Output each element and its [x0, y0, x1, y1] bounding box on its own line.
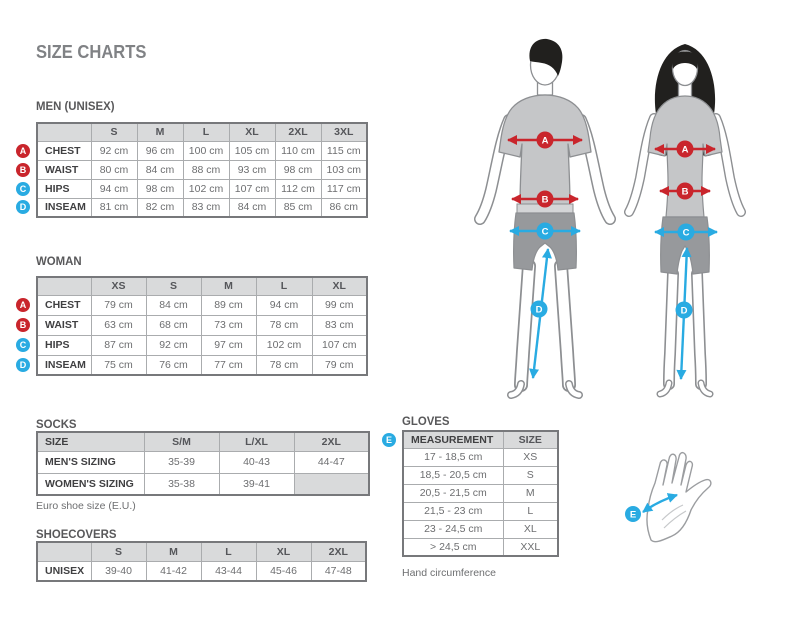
socks-section-label: SOCKS: [36, 417, 77, 431]
column-header-xl: XL: [256, 542, 311, 561]
table-row: [37, 198, 367, 217]
size-cell: M: [503, 484, 558, 502]
header-row: [37, 123, 367, 141]
size-cell: 78 cm: [256, 315, 312, 335]
hand-outline: [647, 453, 711, 542]
size-cell: 35-39: [144, 451, 219, 473]
socks-size-table: [36, 431, 370, 496]
table-row: [403, 448, 558, 466]
size-cell: 35-38: [144, 473, 219, 495]
size-cell: 87 cm: [91, 335, 146, 355]
shoecovers-section-label: SHOECOVERS: [36, 527, 117, 541]
table-row: [403, 466, 558, 484]
woman-inseam-badge-label: D: [680, 305, 688, 317]
size-cell: 102 cm: [183, 179, 229, 198]
size-cell: 68 cm: [146, 315, 201, 335]
size-cell: 78 cm: [256, 355, 312, 375]
shoecovers-size-table: [36, 541, 367, 582]
measure-badge-a: A: [16, 144, 30, 158]
size-cell: 92 cm: [91, 141, 137, 160]
header-row: [37, 277, 367, 295]
measure-badge-d: D: [16, 358, 30, 372]
column-header-l: L: [183, 123, 229, 141]
size-cell: 80 cm: [91, 160, 137, 179]
size-cell: 40-43: [219, 451, 294, 473]
column-header-s: S: [91, 123, 137, 141]
table-row: [37, 473, 369, 495]
measure-badge-b: B: [16, 163, 30, 177]
size-cell: 84 cm: [229, 198, 275, 217]
size-cell: 115 cm: [321, 141, 367, 160]
row-label: UNISEX: [37, 561, 91, 581]
size-cell: XXL: [503, 538, 558, 556]
table-row: [403, 502, 558, 520]
table-row: [37, 355, 367, 375]
size-cell: 112 cm: [275, 179, 321, 198]
size-cell: 83 cm: [312, 315, 367, 335]
size-cell: 98 cm: [275, 160, 321, 179]
size-cell: 73 cm: [201, 315, 256, 335]
size-cell: 103 cm: [321, 160, 367, 179]
column-header-empty: [37, 123, 91, 141]
size-cell: 97 cm: [201, 335, 256, 355]
column-header-2xl: 2XL: [311, 542, 366, 561]
size-cell: 77 cm: [201, 355, 256, 375]
row-label: HIPS C: [37, 179, 91, 198]
man-chest-badge-label: A: [541, 135, 549, 147]
table-row: [403, 520, 558, 538]
woman-hips-badge-label: C: [682, 227, 690, 239]
size-cell: 17 - 18,5 cm: [403, 448, 503, 466]
size-cell: 47-48: [311, 561, 366, 581]
header-row: [37, 432, 369, 451]
size-cell: 18,5 - 20,5 cm: [403, 466, 503, 484]
size-cell: 79 cm: [312, 355, 367, 375]
size-cell: 75 cm: [91, 355, 146, 375]
measure-badge-d: D: [16, 200, 30, 214]
man-shorts: [514, 213, 577, 270]
column-header-empty: [37, 277, 91, 295]
table-row: [37, 451, 369, 473]
page-title: SIZE CHARTS: [36, 42, 147, 62]
size-cell: 41-42: [146, 561, 201, 581]
table-row: [37, 561, 366, 581]
column-header-xl: XL: [229, 123, 275, 141]
woman-section-label: WOMAN: [36, 254, 82, 268]
table-row: [403, 484, 558, 502]
column-header-s: S: [146, 277, 201, 295]
size-cell: 81 cm: [91, 198, 137, 217]
size-cell: 98 cm: [137, 179, 183, 198]
size-cell: 107 cm: [312, 335, 367, 355]
man-figure: [480, 39, 610, 395]
column-header-size: SIZE: [503, 431, 558, 448]
gloves-footnote: Hand circumference: [402, 567, 496, 579]
size-cell: 93 cm: [229, 160, 275, 179]
size-cell: 63 cm: [91, 315, 146, 335]
column-header-size: SIZE: [37, 432, 144, 451]
men-section-label: MEN (UNISEX): [36, 99, 115, 113]
size-cell: 82 cm: [137, 198, 183, 217]
column-header-s: S: [91, 542, 146, 561]
man-hips-badge-label: C: [541, 226, 549, 238]
woman-waist-badge-label: B: [681, 186, 689, 198]
table-row: [403, 538, 558, 556]
size-cell: 76 cm: [146, 355, 201, 375]
column-header-2xl: 2XL: [275, 123, 321, 141]
size-cell: 85 cm: [275, 198, 321, 217]
size-cell: 20,5 - 21,5 cm: [403, 484, 503, 502]
column-header-l-xl: L/XL: [219, 432, 294, 451]
column-header-l: L: [201, 542, 256, 561]
measure-badge-b: B: [16, 318, 30, 332]
men-size-table: [19, 122, 368, 218]
size-cell: 102 cm: [256, 335, 312, 355]
column-header-l: L: [256, 277, 312, 295]
size-cell: 39-41: [219, 473, 294, 495]
size-cell: > 24,5 cm: [403, 538, 503, 556]
measure-badge-a: A: [16, 298, 30, 312]
column-header-measurement: MEASUREMENT E: [403, 431, 503, 448]
row-label: WAIST B: [37, 160, 91, 179]
column-header-3xl: 3XL: [321, 123, 367, 141]
size-cell: 84 cm: [146, 295, 201, 315]
size-cell: 94 cm: [256, 295, 312, 315]
column-header-xs: XS: [91, 277, 146, 295]
table-row: [37, 335, 367, 355]
size-cell: S: [503, 466, 558, 484]
column-header-xl: XL: [312, 277, 367, 295]
measure-badge-c: C: [16, 182, 30, 196]
size-cell: 99 cm: [312, 295, 367, 315]
size-cell: 92 cm: [146, 335, 201, 355]
size-cell: 83 cm: [183, 198, 229, 217]
woman-chest-badge-label: A: [681, 144, 689, 156]
row-label: CHEST A: [37, 141, 91, 160]
table-row: [37, 160, 367, 179]
size-cell: 100 cm: [183, 141, 229, 160]
row-label: INSEAM D: [37, 355, 91, 375]
size-cell: 84 cm: [137, 160, 183, 179]
body-measurement-figures: [460, 28, 800, 408]
size-cell: 39-40: [91, 561, 146, 581]
table-row: [37, 315, 367, 335]
table-row: [37, 141, 367, 160]
size-cell: L: [503, 502, 558, 520]
column-header-m: M: [201, 277, 256, 295]
column-header-m: M: [146, 542, 201, 561]
size-cell: 44-47: [294, 451, 369, 473]
column-header-m: M: [137, 123, 183, 141]
size-cell: 96 cm: [137, 141, 183, 160]
size-cell: 43-44: [201, 561, 256, 581]
size-cell: 45-46: [256, 561, 311, 581]
row-label: CHEST A: [37, 295, 91, 315]
header-row: [37, 542, 366, 561]
row-label: HIPS C: [37, 335, 91, 355]
hand-badge-label: E: [629, 509, 637, 521]
man-shirt: [499, 95, 591, 205]
size-cell: 110 cm: [275, 141, 321, 160]
column-header-empty: [37, 542, 91, 561]
gloves-size-table: [385, 430, 559, 557]
size-cell: 105 cm: [229, 141, 275, 160]
column-header-s-m: S/M: [144, 432, 219, 451]
size-cell: 117 cm: [321, 179, 367, 198]
gloves-section-label: GLOVES: [402, 414, 450, 428]
size-cell: [294, 473, 369, 495]
socks-footnote: Euro shoe size (E.U.): [36, 500, 136, 512]
size-cell: 88 cm: [183, 160, 229, 179]
size-cell: XS: [503, 448, 558, 466]
woman-figure: [629, 44, 741, 394]
table-row: [37, 179, 367, 198]
woman-size-table: [19, 276, 368, 376]
size-cell: 107 cm: [229, 179, 275, 198]
table-row: [37, 295, 367, 315]
size-cell: 86 cm: [321, 198, 367, 217]
size-cell: XL: [503, 520, 558, 538]
column-header-2xl: 2XL: [294, 432, 369, 451]
row-label: WOMEN'S SIZING: [37, 473, 144, 495]
size-cell: 79 cm: [91, 295, 146, 315]
size-cell: 89 cm: [201, 295, 256, 315]
header-row: [403, 431, 558, 448]
row-label: WAIST B: [37, 315, 91, 335]
man-inseam-badge-label: D: [535, 304, 543, 316]
row-label: MEN'S SIZING: [37, 451, 144, 473]
man-waist-badge-label: B: [541, 194, 549, 206]
measure-badge-e: E: [382, 433, 396, 447]
size-cell: 23 - 24,5 cm: [403, 520, 503, 538]
measure-badge-c: C: [16, 338, 30, 352]
row-label: INSEAM D: [37, 198, 91, 217]
size-cell: 21,5 - 23 cm: [403, 502, 503, 520]
size-cell: 94 cm: [91, 179, 137, 198]
hand-measurement-figure: [615, 440, 735, 570]
